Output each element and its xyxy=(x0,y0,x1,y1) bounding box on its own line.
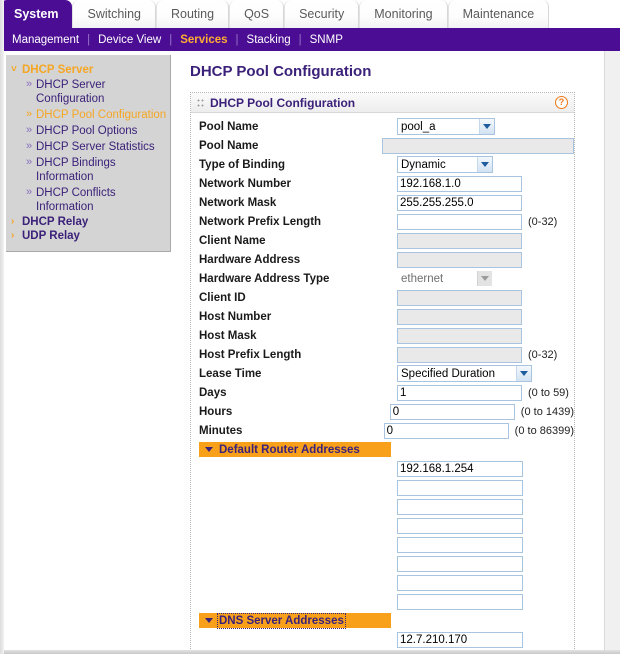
tab-label: Monitoring xyxy=(374,7,433,21)
chevron-down-icon xyxy=(516,366,531,381)
section-header-default-router-addresses[interactable] xyxy=(199,442,391,457)
client-id-input[interactable] xyxy=(397,290,522,306)
section-label: Default Router Addresses xyxy=(219,443,360,456)
select-value: Specified Duration xyxy=(401,367,495,380)
field-control xyxy=(397,214,557,230)
triangle-down-icon xyxy=(205,447,213,452)
pool-name-input[interactable] xyxy=(382,138,574,154)
tab-security[interactable] xyxy=(284,0,359,28)
sidebar-group-dhcp-relay[interactable] xyxy=(6,215,170,229)
host-number-input[interactable] xyxy=(397,309,522,325)
field-label: Pool Name xyxy=(199,139,259,152)
field-label: Minutes xyxy=(199,424,243,437)
chevron-down-icon xyxy=(477,271,492,286)
chevron-right-icon: » xyxy=(26,186,33,198)
window-left-edge xyxy=(0,0,4,654)
subnav-separator: | xyxy=(235,33,239,46)
sidebar-group-label: DHCP Relay xyxy=(22,216,89,228)
field-label: Network Mask xyxy=(199,196,277,209)
subnav-separator: | xyxy=(169,33,173,46)
chevron-down-icon xyxy=(479,119,494,134)
field-label: Type of Binding xyxy=(199,158,286,171)
default-router-address-input-5[interactable] xyxy=(397,537,523,553)
field-control xyxy=(390,404,574,420)
hardware-address-input[interactable] xyxy=(397,252,522,268)
hours-input[interactable] xyxy=(390,404,515,420)
section-header-dns-server-addresses[interactable] xyxy=(199,613,391,628)
tab-label: Maintenance xyxy=(462,7,535,21)
tab-label: Security xyxy=(299,7,345,21)
vertical-scrollbar[interactable] xyxy=(604,51,620,654)
form-row-pool-name-text xyxy=(191,136,574,155)
subnav-item-device-view[interactable]: Device View xyxy=(98,33,162,46)
form-row-hardware-address-type xyxy=(191,269,574,288)
subnav-item-management[interactable]: Management xyxy=(12,33,80,46)
hardware-address-type-select[interactable] xyxy=(397,270,493,287)
page-body xyxy=(0,51,620,654)
host-mask-input[interactable] xyxy=(397,328,522,344)
sidebar-item-dhcp-conflicts-information[interactable] xyxy=(6,185,170,215)
tab-monitoring[interactable] xyxy=(359,0,447,28)
main-content xyxy=(180,51,620,654)
chevron-right-icon: » xyxy=(26,78,33,90)
sidebar-group-label: DHCP Server xyxy=(22,64,94,76)
configuration-form xyxy=(191,113,574,649)
sidebar-item-label: DHCP Pool Configuration xyxy=(36,109,167,121)
sidebar-item-label-cont: Information xyxy=(36,171,94,183)
field-control xyxy=(397,347,557,363)
host-prefix-length-input[interactable] xyxy=(397,347,522,363)
form-row-network-mask xyxy=(191,193,574,212)
select-value: pool_a xyxy=(401,120,436,133)
field-label: Days xyxy=(199,386,227,399)
days-input[interactable] xyxy=(397,385,522,401)
chevron-down-icon: ˅ xyxy=(11,64,17,75)
default-router-address-row xyxy=(191,478,574,497)
tab-qos[interactable] xyxy=(229,0,284,28)
field-control xyxy=(397,385,569,401)
tab-routing[interactable] xyxy=(156,0,229,28)
field-label: Host Prefix Length xyxy=(199,348,302,361)
default-router-address-input-3[interactable] xyxy=(397,499,523,515)
primary-tab-bar xyxy=(0,0,620,28)
field-hint: (0 to 59) xyxy=(528,386,569,399)
default-router-address-input-8[interactable] xyxy=(397,594,523,610)
network-prefix-length-input[interactable] xyxy=(397,214,522,230)
sidebar-item-label: DHCP Bindings xyxy=(36,157,116,169)
chevron-right-icon: » xyxy=(26,156,33,168)
form-row-type-of-binding xyxy=(191,155,574,174)
sidebar-navigation xyxy=(6,55,171,252)
sidebar-item-dhcp-pool-options[interactable] xyxy=(6,123,170,139)
sidebar-item-dhcp-server-statistics[interactable] xyxy=(6,139,170,155)
chevron-right-icon: » xyxy=(26,108,33,120)
form-row-host-mask xyxy=(191,326,574,345)
panel-header xyxy=(191,93,574,113)
field-hint: (0 to 86399) xyxy=(514,424,574,437)
form-row-network-prefix-length xyxy=(191,212,574,231)
field-hint: (0 to 1439) xyxy=(520,405,574,418)
tab-label: Routing xyxy=(170,7,215,21)
tab-switching[interactable] xyxy=(72,0,156,28)
chevron-right-icon: » xyxy=(26,140,33,152)
dns-server-address-row xyxy=(191,630,574,649)
field-label: Hardware Address xyxy=(199,253,301,266)
select-value: Dynamic xyxy=(401,158,446,171)
tab-label: Switching xyxy=(87,7,141,21)
default-router-address-input-2[interactable] xyxy=(397,480,523,496)
chevron-right-icon: › xyxy=(11,230,15,241)
drag-grip-icon[interactable] xyxy=(197,98,205,107)
subnav-item-snmp[interactable]: SNMP xyxy=(309,33,343,46)
subnav-separator: | xyxy=(298,33,302,46)
field-control xyxy=(397,270,493,287)
field-control xyxy=(397,365,532,382)
field-control xyxy=(397,309,522,325)
sidebar-item-dhcp-bindings-information[interactable] xyxy=(6,155,170,185)
field-control xyxy=(397,195,522,211)
field-label: Client Name xyxy=(199,234,266,247)
field-hint: (0-32) xyxy=(528,348,558,361)
tab-system[interactable] xyxy=(0,0,72,28)
form-row-client-id xyxy=(191,288,574,307)
field-label: Host Number xyxy=(199,310,272,323)
form-row-days xyxy=(191,383,574,402)
field-control xyxy=(397,252,522,268)
sidebar-item-label: DHCP Pool Options xyxy=(36,125,138,137)
tab-label: QoS xyxy=(244,7,270,21)
sidebar-item-label: DHCP Server xyxy=(36,79,106,91)
select-value: ethernet xyxy=(401,272,444,285)
default-router-address-input-1[interactable] xyxy=(397,461,523,477)
default-router-address-row xyxy=(191,459,574,478)
subnav-item-stacking[interactable]: Stacking xyxy=(246,33,291,46)
minutes-input[interactable] xyxy=(384,423,509,439)
field-label: Network Prefix Length xyxy=(199,215,322,228)
form-row-hours xyxy=(191,402,574,421)
dhcp-pool-configuration-panel xyxy=(190,92,575,649)
form-row-client-name xyxy=(191,231,574,250)
dns-server-address-input-1[interactable] xyxy=(397,632,523,648)
tab-maintenance[interactable] xyxy=(448,0,550,28)
subnav-item-services[interactable]: Services xyxy=(180,33,228,46)
sidebar-item-label-cont: Information xyxy=(36,201,94,213)
sidebar-group-label: UDP Relay xyxy=(22,230,80,242)
sidebar-item-label: DHCP Server Statistics xyxy=(36,141,155,153)
sidebar-item-dhcp-server-configuration[interactable] xyxy=(6,77,170,107)
subnav-separator: | xyxy=(87,33,91,46)
form-row-pool-name-select xyxy=(191,117,574,136)
chevron-right-icon: » xyxy=(26,124,33,136)
window-bottom-edge xyxy=(0,650,620,654)
network-number-input[interactable] xyxy=(397,176,522,192)
lease-time-select[interactable] xyxy=(397,365,532,382)
triangle-down-icon xyxy=(205,618,213,623)
default-router-address-row xyxy=(191,535,574,554)
field-label: Network Number xyxy=(199,177,292,190)
secondary-nav-bar xyxy=(0,28,620,51)
type-of-binding-select[interactable] xyxy=(397,156,493,173)
sidebar-item-label: DHCP Conflicts xyxy=(36,187,116,199)
field-control xyxy=(397,118,495,135)
sidebar-item-dhcp-pool-configuration[interactable] xyxy=(6,107,170,123)
default-router-address-row xyxy=(191,516,574,535)
default-router-address-row xyxy=(191,573,574,592)
field-label: Pool Name xyxy=(199,120,259,133)
pool-name-select[interactable] xyxy=(397,118,495,135)
chevron-down-icon xyxy=(477,157,492,172)
panel-title: DHCP Pool Configuration xyxy=(210,95,356,110)
sidebar-group-dhcp-server[interactable] xyxy=(6,63,170,77)
form-row-hardware-address xyxy=(191,250,574,269)
tab-label: System xyxy=(14,7,59,21)
field-control xyxy=(397,156,493,173)
field-control xyxy=(397,290,522,306)
help-icon[interactable]: ? xyxy=(555,96,568,109)
default-router-address-row xyxy=(191,554,574,573)
field-label: Hours xyxy=(199,405,233,418)
chevron-right-icon: › xyxy=(11,216,15,227)
field-control xyxy=(397,176,522,192)
field-label: Lease Time xyxy=(199,367,262,380)
field-control xyxy=(382,138,574,154)
field-control xyxy=(397,233,522,249)
section-label: DNS Server Addresses xyxy=(219,614,344,627)
network-mask-input[interactable] xyxy=(397,195,522,211)
page-title: DHCP Pool Configuration xyxy=(190,63,372,80)
default-router-address-row xyxy=(191,592,574,611)
form-row-lease-time xyxy=(191,364,574,383)
field-control xyxy=(397,328,522,344)
field-control xyxy=(384,423,574,439)
field-label: Hardware Address Type xyxy=(199,272,330,285)
sidebar-group-udp-relay[interactable] xyxy=(6,229,170,243)
form-row-minutes xyxy=(191,421,574,440)
client-name-input[interactable] xyxy=(397,233,522,249)
field-hint: (0-32) xyxy=(528,215,558,228)
form-row-host-prefix-length xyxy=(191,345,574,364)
sidebar-item-label-cont: Configuration xyxy=(36,93,105,105)
field-label: Client ID xyxy=(199,291,246,304)
field-label: Host Mask xyxy=(199,329,257,342)
default-router-address-row xyxy=(191,497,574,516)
form-row-network-number xyxy=(191,174,574,193)
default-router-address-input-7[interactable] xyxy=(397,575,523,591)
form-row-host-number xyxy=(191,307,574,326)
default-router-address-input-4[interactable] xyxy=(397,518,523,534)
default-router-address-input-6[interactable] xyxy=(397,556,523,572)
